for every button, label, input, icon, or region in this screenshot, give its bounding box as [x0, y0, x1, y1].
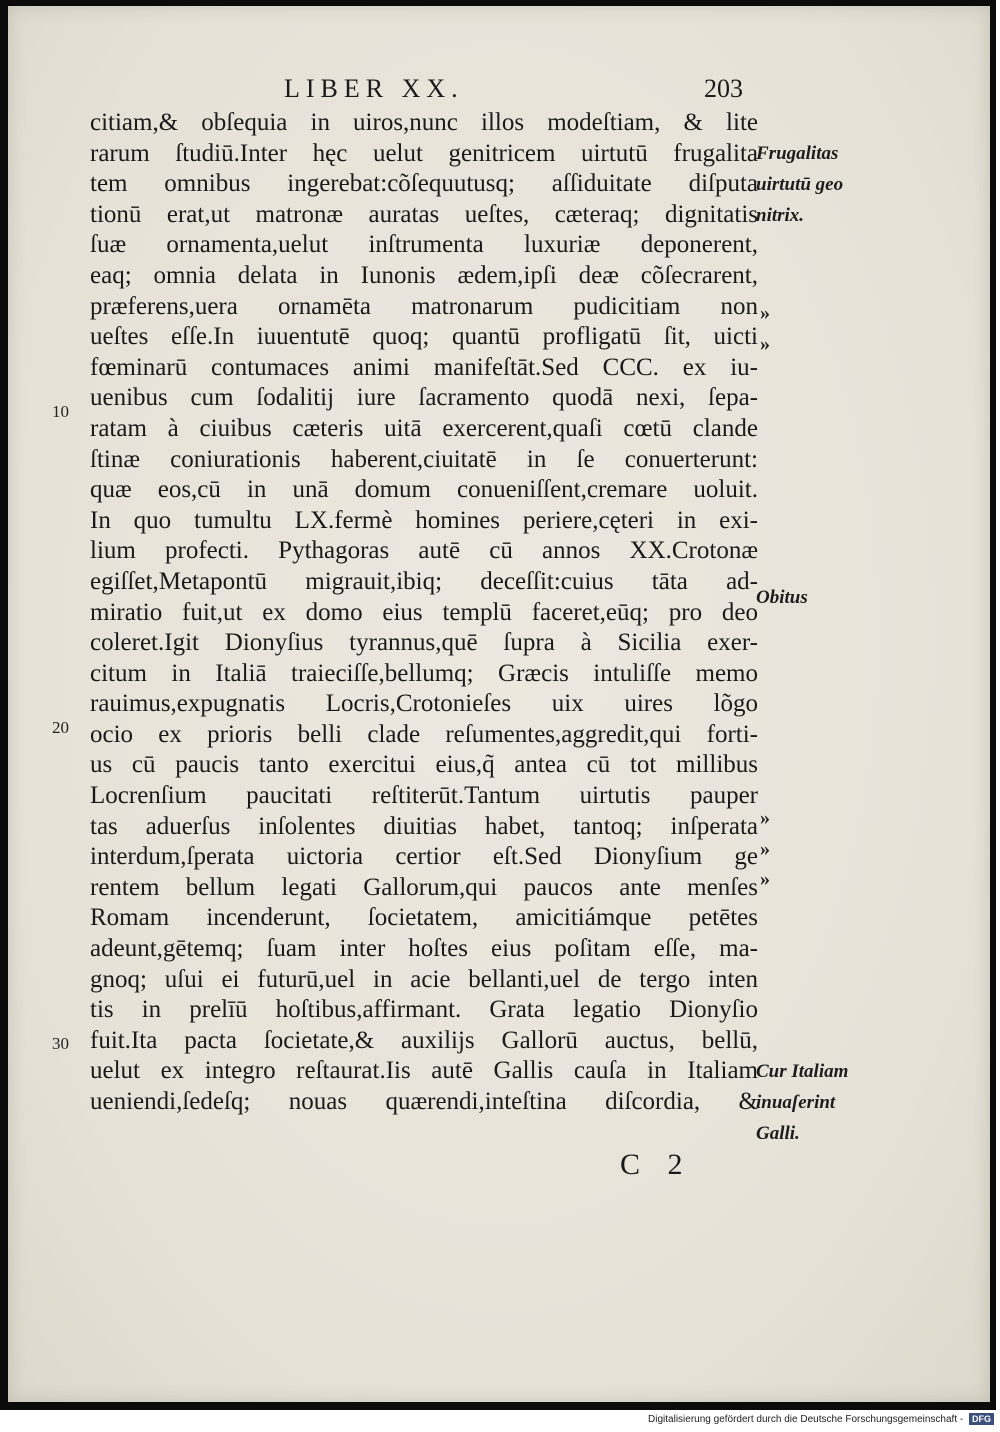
text-line: rarum ſtudiū.Inter hęc uelut genitricem uirtutū frugalita [90, 139, 758, 167]
text-line: adeunt,gētemq; ſuam inter hoſtes eius poſitam eſſe, ma- [90, 935, 758, 963]
margin-note: inuaſerint [756, 1092, 836, 1113]
text-line: gnoq; uſui ei futurū,uel in acie bellanti,uel de tergo inten [90, 965, 758, 993]
text-line: rauimus,expugnatis Locris,Crotonieſes uix uires lõgo [90, 690, 758, 718]
text-line: fœminarū contumaces animi manifeſtāt.Sed CCC. ex iu- [90, 353, 758, 381]
text-line: rentem bellum legati Gallorum,qui paucos ante menſes [90, 873, 758, 901]
text-line: citum in Italiā traieciſſe,bellumq; Græcis intuliſſe memo [90, 659, 758, 687]
margin-note: nitrix. [756, 205, 805, 226]
text-line: miratio fuit,ut ex domo eius templū faceret,eūq; pro deo [90, 598, 758, 626]
text-line: egiſſet,Metapontū migrauit,ibiq; deceſſit:cuius tāta ad- [90, 567, 758, 595]
margin-mark: » [760, 333, 770, 355]
text-line: Locrenſium paucitati reſtiterūt.Tantum uirtutis pauper [90, 782, 758, 810]
margin-mark: » [760, 807, 770, 829]
signature-mark: C 2 [620, 1148, 693, 1181]
text-line: lium profecti. Pythagoras autē cū annos XX.Crotonæ [90, 537, 758, 565]
margin-note: Obitus [756, 587, 808, 608]
line-number: 20 [52, 718, 69, 737]
book-page [8, 6, 990, 1402]
text-line: ſtinæ coniurationis haberent,ciuitatē in ſe conuerterunt: [90, 445, 758, 473]
text-line: eaq; omnia delata in Iunonis ædem,ipſi deæ cõſecrarent, [90, 261, 758, 289]
margin-mark: » [760, 302, 770, 324]
body-text [90, 108, 758, 1118]
text-line: ratam à ciuibus cæteris uitā exercerent,quaſi cœtū clande [90, 414, 758, 442]
text-line: interdum,ſperata uictoria certior eſt.Sed Dionyſium ge [90, 843, 758, 871]
footer-text: Digitalisierung gefördert durch die Deutsche Forschungsgemeinschaft - [648, 1414, 964, 1425]
line-number: 30 [52, 1034, 69, 1053]
margin-mark: » [760, 838, 770, 860]
page-number: 203 [704, 74, 743, 103]
text-line: ueſtes eſſe.In iuuentutē quoq; quantū profligatū ſit, uicti [90, 323, 758, 351]
text-line: In quo tumultu LX.fermè homines periere,cęteri in exi- [90, 506, 758, 534]
margin-note: Galli. [756, 1123, 800, 1144]
dfg-logo: DFG [969, 1413, 994, 1425]
text-line: quæ eos,cū in unā domum conueniſſent,cremare uoluit. [90, 476, 758, 504]
text-line: ſuæ ornamenta,uelut inſtrumenta luxuriæ deponerent, [90, 231, 758, 259]
text-line: ueniendi,ſedeſq; nouas quærendi,inteſtina diſcordia, & [90, 1088, 758, 1115]
text-line: fuit.Ita pacta ſocietate,& auxilijs Gallorū auctus, bellū, [90, 1026, 758, 1054]
margin-note: Cur Italiam [756, 1061, 849, 1082]
margin-mark: » [760, 868, 770, 890]
text-line: us cū paucis tanto exercitui eius,q̃ antea cū tot millibus [90, 751, 758, 779]
margin-note: uirtutū geo [756, 174, 844, 195]
footer-credit [648, 1413, 994, 1425]
text-line: præferens,uera ornamēta matronarum pudicitiam non [90, 292, 758, 320]
text-line: citiam,& obſequia in uiros,nunc illos modeſtiam, & lite [90, 109, 758, 136]
text-line: tis in prelīū hoſtibus,affirmant. Grata legatio Dionyſio [90, 996, 758, 1024]
running-head [8, 74, 990, 108]
text-line: ocio ex prioris belli clade reſumentes,aggredit,qui forti- [90, 720, 758, 748]
text-line: uelut ex integro reſtaurat.Iis autē Gallis cauſa in Italiam [90, 1057, 758, 1085]
text-line: tem omnibus ingerebat:cõſequutusq; aſſiduitate diſputa [90, 170, 758, 198]
text-line: uenibus cum ſodalitij iure ſacramento quodā nexi, ſepa- [90, 384, 758, 412]
margin-note: Frugalitas [756, 143, 839, 164]
running-title: LIBER XX. [284, 74, 464, 103]
text-line: tas aduerſus inſolentes diuitias habet, tantoq; inſperata [90, 812, 758, 840]
text-line: coleret.Igit Dionyſius tyrannus,quē ſupra à Sicilia exer- [90, 629, 758, 657]
line-number: 10 [52, 402, 69, 421]
text-line: tionū erat,ut matronæ auratas ueſtes, cæteraq; dignitatis [90, 200, 758, 228]
text-line: Romam incenderunt, ſocietatem, amicitiámque petētes [90, 904, 758, 932]
